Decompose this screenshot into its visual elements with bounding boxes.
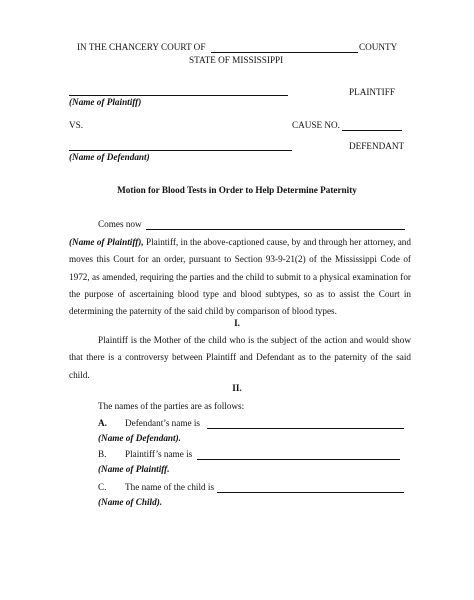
cause-no-label: CAUSE NO.: [292, 120, 340, 130]
section-2-lead: The names of the parties are as follows:: [98, 401, 245, 411]
section-1-paragraph: [69, 332, 411, 384]
item-c-label: The name of the child is: [125, 482, 215, 492]
defendant-blank-line: [69, 150, 292, 151]
section-1-heading: I.: [234, 318, 240, 328]
intro-plaintiff-name: (Name of Plaintiff),: [69, 237, 144, 247]
document-title: Motion for Blood Tests in Order to Help Determine Paternity: [117, 185, 357, 195]
state-line: STATE OF MISSISSIPPI: [189, 55, 284, 65]
intro-paragraph: [69, 234, 411, 320]
section-1-text: Plaintiff is the Mother of the child who is the subject of the action and would show that there is a controversy between Plaintiff and Defendant as to the paternity of the said child.: [69, 335, 411, 380]
item-c-letter: C.: [98, 482, 107, 492]
cause-no-blank-line: [342, 130, 402, 131]
name-of-plaintiff-hint: (Name of Plaintiff): [69, 97, 142, 107]
county-blank-line: [211, 52, 358, 53]
item-c-hint: (Name of Child).: [98, 497, 163, 507]
item-a-letter: A.: [98, 418, 107, 428]
plaintiff-role: PLAINTIFF: [349, 87, 395, 97]
defendant-role: DEFENDANT: [349, 141, 405, 151]
item-b-hint: (Name of Plaintiff.: [98, 464, 170, 474]
item-a-label: Defendant’s name is: [125, 418, 201, 428]
comes-now-label: Comes now: [98, 219, 142, 229]
section-2-heading: II.: [232, 383, 242, 393]
plaintiff-blank-line: [69, 95, 288, 96]
item-a-hint: (Name of Defendant).: [98, 433, 181, 443]
intro-body: Plaintiff, in the above-captioned cause, by and through her attorney, and moves this Court for an order, pursuant to Section 93-9-21(2) of the Mississippi Code of 1972, as amended, requiring the parties and the child to submit to a physical examination for the purpose of ascertaining blood type and blood subtypes, so as to assist the Court in determining the paternity of the said child by comparison of blood types.: [69, 237, 411, 317]
court-line-prefix: IN THE CHANCERY COURT OF: [77, 42, 206, 52]
item-a-blank-line: [207, 428, 404, 429]
county-label: COUNTY: [359, 42, 398, 52]
item-b-blank-line: [197, 459, 400, 460]
item-b-letter: B.: [98, 449, 107, 459]
name-of-defendant-hint: (Name of Defendant): [69, 152, 150, 162]
vs-label: VS.: [69, 120, 84, 130]
comes-now-blank-line: [146, 229, 405, 230]
item-c-blank-line: [217, 492, 404, 493]
item-b-label: Plaintiff’s name is: [125, 449, 193, 459]
court-line: [77, 43, 205, 52]
